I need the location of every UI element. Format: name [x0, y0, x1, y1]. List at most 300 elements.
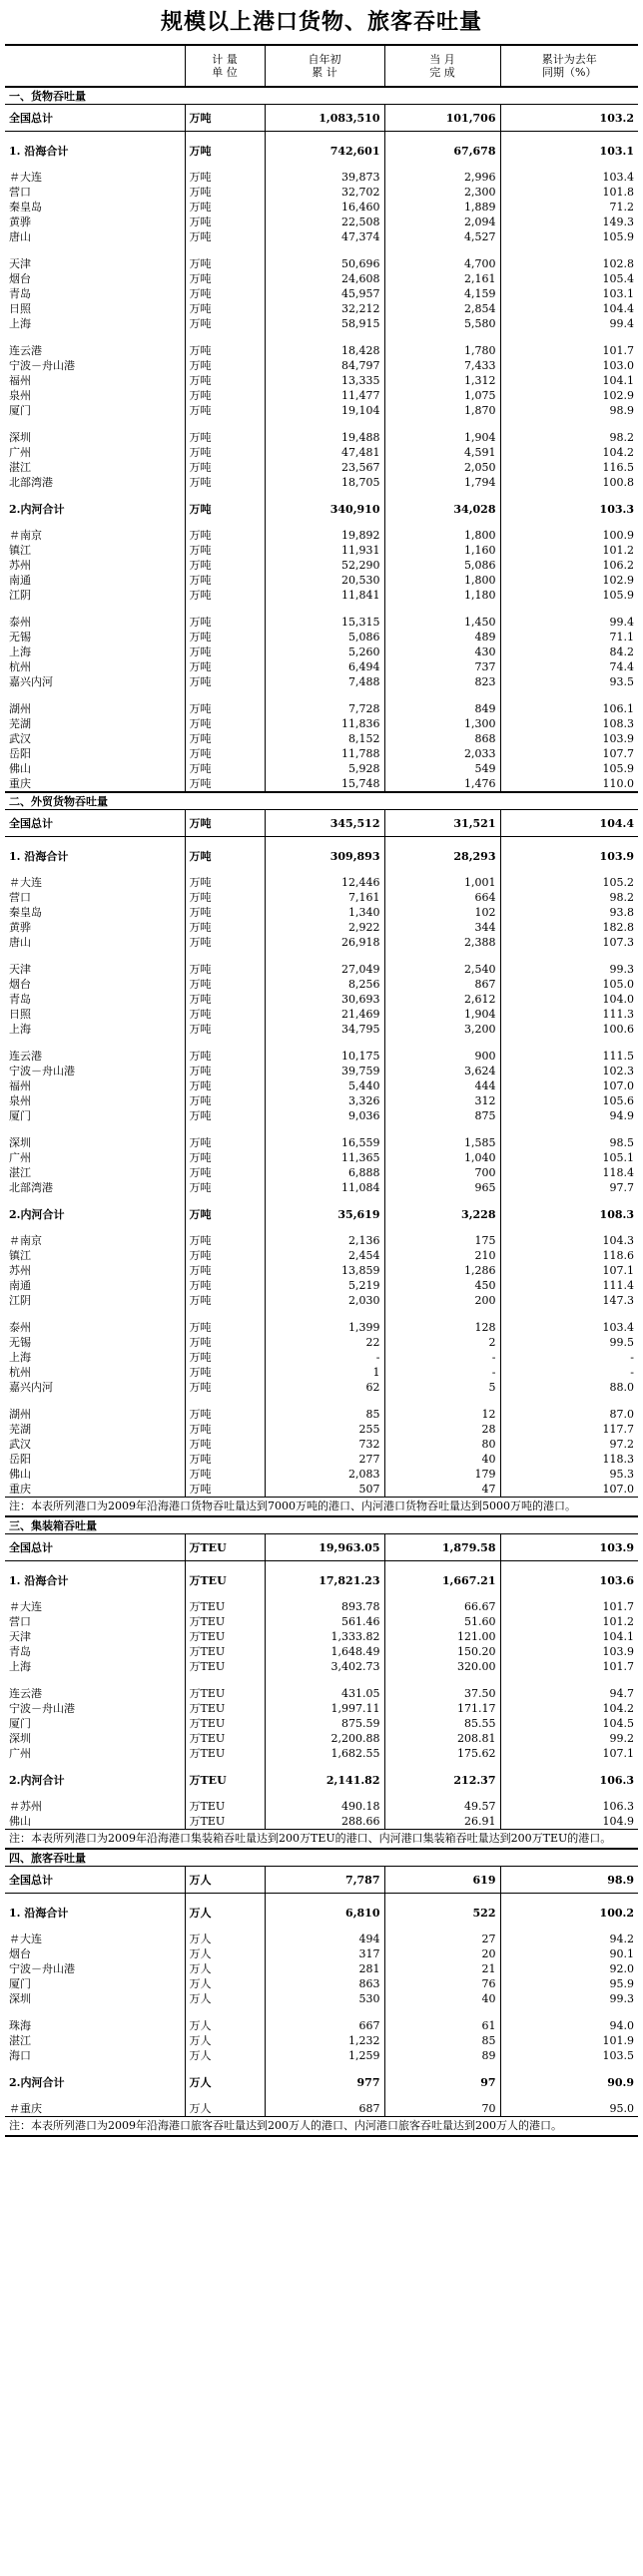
port-name: 厦门 — [9, 1109, 31, 1122]
cumulative-cell: 5,928 — [265, 761, 384, 776]
unit-cell: 万吨 — [185, 490, 265, 528]
spacer-cell — [265, 950, 384, 962]
unit-cell: 万TEU — [185, 1599, 265, 1614]
yoy-cell: 92.0 — [500, 1961, 638, 1976]
table-row — [5, 543, 638, 558]
unit-cell: 万吨 — [185, 1350, 265, 1365]
month-cell: 875 — [384, 1108, 500, 1123]
table-row — [5, 1599, 638, 1614]
cumulative-cell: 58,915 — [265, 316, 384, 331]
month-cell: 2,161 — [384, 271, 500, 286]
unit-cell: 万吨 — [185, 746, 265, 761]
port-name: ＃重庆 — [9, 2102, 42, 2115]
cumulative-cell: 21,469 — [265, 1007, 384, 1022]
month-cell: 70 — [384, 2101, 500, 2117]
unit-cell: 万吨 — [185, 316, 265, 331]
unit-cell: 万吨 — [185, 430, 265, 445]
spacer-cell — [5, 1123, 185, 1135]
spacer-cell — [384, 603, 500, 615]
spacer-row — [5, 1674, 638, 1686]
month-cell: 31,521 — [384, 810, 500, 837]
unit-cell: 万吨 — [185, 674, 265, 689]
table-row — [5, 271, 638, 286]
yoy-cell: 102.8 — [500, 256, 638, 271]
unit-cell: 万吨 — [185, 286, 265, 301]
port-name: 湖州 — [9, 702, 31, 715]
spacer-cell — [500, 2006, 638, 2018]
unit-cell: 万人 — [185, 1991, 265, 2006]
month-cell: 3,228 — [384, 1195, 500, 1233]
unit-cell: 万吨 — [185, 229, 265, 244]
port-name: 泰州 — [9, 1321, 31, 1334]
port-name: 黄骅 — [9, 215, 31, 228]
table-row — [5, 1946, 638, 1961]
month-cell: 849 — [384, 701, 500, 716]
cumulative-cell: 494 — [265, 1932, 384, 1946]
port-name: 1. 沿海合计 — [9, 1573, 69, 1587]
month-cell: 823 — [384, 674, 500, 689]
unit-cell: 万吨 — [185, 1452, 265, 1467]
month-cell: 12 — [384, 1407, 500, 1422]
month-cell: 1,904 — [384, 1007, 500, 1022]
spacer-cell — [265, 244, 384, 256]
unit-cell: 万吨 — [185, 920, 265, 935]
spacer-cell — [185, 1308, 265, 1320]
unit-cell: 万TEU — [185, 1814, 265, 1830]
port-name: 湖州 — [9, 1408, 31, 1421]
cumulative-cell: 13,859 — [265, 1263, 384, 1278]
cumulative-cell: 9,036 — [265, 1108, 384, 1123]
table-body — [5, 87, 638, 2136]
port-name: 南通 — [9, 1279, 31, 1292]
cumulative-cell: 30,693 — [265, 992, 384, 1007]
table-row — [5, 1961, 638, 1976]
cumulative-cell: 34,795 — [265, 1022, 384, 1037]
yoy-cell: 111.4 — [500, 1278, 638, 1293]
month-cell: 5,580 — [384, 316, 500, 331]
yoy-cell: 104.9 — [500, 1814, 638, 1830]
cumulative-cell: 1,333.82 — [265, 1629, 384, 1644]
yoy-cell: 107.0 — [500, 1482, 638, 1498]
port-name: 营口 — [9, 186, 31, 199]
unit-cell: 万吨 — [185, 1407, 265, 1422]
month-cell: 21 — [384, 1961, 500, 1976]
table-row — [5, 674, 638, 689]
month-cell: 175.62 — [384, 1746, 500, 1761]
spacer-row — [5, 1037, 638, 1049]
unit-cell: 万TEU — [185, 1561, 265, 1600]
yoy-cell: 99.3 — [500, 962, 638, 977]
month-cell: 47 — [384, 1482, 500, 1498]
table-row — [5, 701, 638, 716]
unit-cell: 万吨 — [185, 1108, 265, 1123]
cumulative-cell: 18,705 — [265, 475, 384, 490]
month-cell: 40 — [384, 1452, 500, 1467]
table-row — [5, 1293, 638, 1308]
yoy-cell: 116.5 — [500, 460, 638, 475]
cumulative-cell: 2,200.88 — [265, 1731, 384, 1746]
month-cell: 312 — [384, 1093, 500, 1108]
unit-cell: 万吨 — [185, 1165, 265, 1180]
yoy-cell: 90.1 — [500, 1946, 638, 1961]
port-name: 广州 — [9, 1151, 31, 1164]
yoy-cell: 105.2 — [500, 875, 638, 890]
table-row — [5, 430, 638, 445]
cumulative-cell: 317 — [265, 1946, 384, 1961]
table-row — [5, 761, 638, 776]
unit-cell: 万吨 — [185, 558, 265, 573]
section-title: 三、集装箱吞吐量 — [5, 1516, 638, 1534]
port-name: 广州 — [9, 1747, 31, 1760]
cumulative-cell: 5,260 — [265, 644, 384, 659]
spacer-cell — [185, 2006, 265, 2018]
subtotal-row — [5, 1561, 638, 1600]
yoy-cell: 88.0 — [500, 1380, 638, 1395]
cumulative-cell: 2,030 — [265, 1293, 384, 1308]
yoy-cell: 93.8 — [500, 905, 638, 920]
port-name: 唐山 — [9, 230, 31, 243]
unit-cell: 万吨 — [185, 701, 265, 716]
spacer-cell — [384, 1123, 500, 1135]
cumulative-cell: 5,086 — [265, 630, 384, 644]
cumulative-cell: 1,340 — [265, 905, 384, 920]
cumulative-cell: 732 — [265, 1437, 384, 1452]
port-name: 佛山 — [9, 1468, 31, 1481]
port-name: 连云港 — [9, 1050, 42, 1063]
unit-cell: 万吨 — [185, 1437, 265, 1452]
month-cell: 2,300 — [384, 185, 500, 200]
cumulative-cell: 345,512 — [265, 810, 384, 837]
cumulative-cell: 35,619 — [265, 1195, 384, 1233]
unit-cell: 万人 — [185, 1961, 265, 1976]
cumulative-cell: 7,488 — [265, 674, 384, 689]
month-cell: 89 — [384, 2048, 500, 2063]
spacer-cell — [265, 1037, 384, 1049]
month-cell: 1,800 — [384, 573, 500, 588]
table-row — [5, 286, 638, 301]
unit-cell: 万吨 — [185, 977, 265, 992]
port-name: 黄骅 — [9, 921, 31, 934]
total-row — [5, 105, 638, 132]
unit-cell: 万吨 — [185, 615, 265, 630]
month-cell: 67,678 — [384, 132, 500, 171]
month-cell: 2,854 — [384, 301, 500, 316]
cumulative-cell: 1,997.11 — [265, 1701, 384, 1716]
port-name: 天津 — [9, 257, 31, 270]
table-row — [5, 1482, 638, 1498]
month-cell: 867 — [384, 977, 500, 992]
spacer-cell — [5, 689, 185, 701]
table-row — [5, 1233, 638, 1248]
table-row — [5, 875, 638, 890]
yoy-cell: 94.0 — [500, 2018, 638, 2033]
port-name: 厦门 — [9, 404, 31, 417]
port-name: 天津 — [9, 1630, 31, 1643]
yoy-cell: 107.1 — [500, 1263, 638, 1278]
port-name: 镇江 — [9, 544, 31, 557]
unit-cell: 万吨 — [185, 1195, 265, 1233]
yoy-cell: 147.3 — [500, 1293, 638, 1308]
spacer-row — [5, 2006, 638, 2018]
table-row — [5, 1078, 638, 1093]
unit-cell: 万吨 — [185, 200, 265, 215]
cumulative-cell: 2,083 — [265, 1467, 384, 1482]
yoy-cell: 99.2 — [500, 1731, 638, 1746]
month-cell: 150.20 — [384, 1644, 500, 1659]
table-row — [5, 215, 638, 229]
section-header — [5, 1849, 638, 1867]
month-cell: 3,624 — [384, 1064, 500, 1078]
unit-cell: 万TEU — [185, 1614, 265, 1629]
table-row — [5, 1686, 638, 1701]
port-name: 杭州 — [9, 660, 31, 673]
yoy-cell: 94.2 — [500, 1932, 638, 1946]
spacer-cell — [500, 603, 638, 615]
port-name: 重庆 — [9, 1483, 31, 1496]
cumulative-cell: 288.66 — [265, 1814, 384, 1830]
spacer-cell — [500, 1674, 638, 1686]
table-row — [5, 1248, 638, 1263]
port-name: 秦皇岛 — [9, 906, 42, 919]
port-name: 湛江 — [9, 1166, 31, 1179]
cumulative-cell: 1 — [265, 1365, 384, 1380]
table-row — [5, 2018, 638, 2033]
yoy-cell: 100.8 — [500, 475, 638, 490]
month-cell: 1,667.21 — [384, 1561, 500, 1600]
month-cell: 208.81 — [384, 1731, 500, 1746]
header-cumulative-text: 自年初 累 计 — [308, 53, 341, 79]
month-cell: 4,591 — [384, 445, 500, 460]
port-name: 1. 沿海合计 — [9, 144, 69, 158]
yoy-cell: 118.3 — [500, 1452, 638, 1467]
port-name: 上海 — [9, 1660, 31, 1673]
month-cell: 1,180 — [384, 588, 500, 603]
unit-cell: 万TEU — [185, 1799, 265, 1814]
header-month — [384, 45, 500, 87]
table-row — [5, 1814, 638, 1830]
section-header — [5, 87, 638, 105]
month-cell: 4,159 — [384, 286, 500, 301]
table-row — [5, 1991, 638, 2006]
spacer-cell — [185, 950, 265, 962]
cumulative-cell: 15,748 — [265, 776, 384, 792]
month-cell: 212.37 — [384, 1761, 500, 1799]
cumulative-cell: 11,084 — [265, 1180, 384, 1195]
yoy-cell: 105.9 — [500, 588, 638, 603]
table-row — [5, 890, 638, 905]
port-throughput-table — [5, 44, 638, 2137]
table-row — [5, 1350, 638, 1365]
yoy-cell: 98.9 — [500, 403, 638, 418]
port-name: 镇江 — [9, 1249, 31, 1262]
cumulative-cell: 85 — [265, 1407, 384, 1422]
table-row — [5, 1731, 638, 1746]
table-row — [5, 1437, 638, 1452]
spacer-cell — [5, 418, 185, 430]
subtotal-row — [5, 1195, 638, 1233]
yoy-cell: 103.4 — [500, 170, 638, 185]
month-cell: 37.50 — [384, 1686, 500, 1701]
table-row — [5, 200, 638, 215]
unit-cell: 万人 — [185, 1867, 265, 1894]
port-name: 佛山 — [9, 1815, 31, 1828]
table-row — [5, 1452, 638, 1467]
month-cell: 1,450 — [384, 615, 500, 630]
yoy-cell: 71.2 — [500, 200, 638, 215]
yoy-cell: 104.2 — [500, 445, 638, 460]
unit-cell: 万TEU — [185, 1761, 265, 1799]
report-title: 规模以上港口货物、旅客吞吐量 — [160, 9, 482, 35]
port-name: 全国总计 — [5, 1534, 185, 1561]
table-row — [5, 528, 638, 543]
unit-cell: 万吨 — [185, 1320, 265, 1335]
unit-cell: 万吨 — [185, 215, 265, 229]
unit-cell: 万吨 — [185, 343, 265, 358]
yoy-cell: 108.3 — [500, 1195, 638, 1233]
section-header — [5, 1516, 638, 1534]
yoy-cell: 104.5 — [500, 1716, 638, 1731]
month-cell: 1,075 — [384, 388, 500, 403]
spacer-cell — [185, 1674, 265, 1686]
spacer-cell — [384, 1308, 500, 1320]
cumulative-cell: 667 — [265, 2018, 384, 2033]
month-cell: 549 — [384, 761, 500, 776]
port-name: 苏州 — [9, 559, 31, 572]
month-cell: 200 — [384, 1293, 500, 1308]
month-cell: 80 — [384, 1437, 500, 1452]
section-note: 注：本表所列港口为2009年沿海港口旅客吞吐量达到200万人的港口、内河港口旅客吞吐量达到200万人的港口。 — [5, 2117, 638, 2137]
yoy-cell: 101.7 — [500, 1659, 638, 1674]
unit-cell: 万吨 — [185, 475, 265, 490]
table-row — [5, 170, 638, 185]
unit-cell: 万人 — [185, 2048, 265, 2063]
port-name: 2.内河合计 — [9, 1773, 65, 1787]
table-row — [5, 1701, 638, 1716]
port-name: 福州 — [9, 374, 31, 387]
month-cell: 900 — [384, 1049, 500, 1064]
yoy-cell: 103.3 — [500, 490, 638, 528]
unit-cell: 万吨 — [185, 373, 265, 388]
unit-cell: 万吨 — [185, 573, 265, 588]
port-name: 南通 — [9, 574, 31, 587]
month-cell: 1,870 — [384, 403, 500, 418]
spacer-row — [5, 689, 638, 701]
header-unit — [185, 45, 265, 87]
yoy-cell: 71.1 — [500, 630, 638, 644]
unit-cell: 万吨 — [185, 630, 265, 644]
spacer-cell — [265, 603, 384, 615]
cumulative-cell: - — [265, 1350, 384, 1365]
yoy-cell: 105.1 — [500, 1150, 638, 1165]
yoy-cell: 100.6 — [500, 1022, 638, 1037]
cumulative-cell: 742,601 — [265, 132, 384, 171]
month-cell: 26.91 — [384, 1814, 500, 1830]
unit-cell: 万吨 — [185, 1380, 265, 1395]
month-cell: 1,300 — [384, 716, 500, 731]
yoy-cell: 99.4 — [500, 615, 638, 630]
month-cell: 171.17 — [384, 1701, 500, 1716]
yoy-cell: 84.2 — [500, 644, 638, 659]
table-row — [5, 1093, 638, 1108]
cumulative-cell: 19,104 — [265, 403, 384, 418]
spacer-cell — [185, 244, 265, 256]
cumulative-cell: 11,931 — [265, 543, 384, 558]
table-row — [5, 343, 638, 358]
unit-cell: 万吨 — [185, 1233, 265, 1248]
table-row — [5, 256, 638, 271]
table-row — [5, 659, 638, 674]
section-note-row — [5, 1830, 638, 1850]
yoy-cell: 97.2 — [500, 1437, 638, 1452]
unit-cell: 万人 — [185, 1946, 265, 1961]
month-cell: 20 — [384, 1946, 500, 1961]
table-row — [5, 1716, 638, 1731]
table-row — [5, 588, 638, 603]
table-row — [5, 2033, 638, 2048]
month-cell: 102 — [384, 905, 500, 920]
yoy-cell: 104.4 — [500, 301, 638, 316]
unit-cell: 万吨 — [185, 761, 265, 776]
unit-cell: 万吨 — [185, 905, 265, 920]
port-name: 深圳 — [9, 1732, 31, 1745]
month-cell: - — [384, 1365, 500, 1380]
cumulative-cell: 5,440 — [265, 1078, 384, 1093]
month-cell: 179 — [384, 1467, 500, 1482]
yoy-cell: 106.2 — [500, 558, 638, 573]
spacer-cell — [500, 1308, 638, 1320]
port-name: 宁波－舟山港 — [9, 1702, 75, 1715]
header-month-text: 当 月 完 成 — [429, 53, 455, 79]
cumulative-cell: 6,494 — [265, 659, 384, 674]
spacer-cell — [265, 1308, 384, 1320]
unit-cell: 万吨 — [185, 731, 265, 746]
table-row — [5, 1644, 638, 1659]
port-name: ＃大连 — [9, 1932, 42, 1945]
spacer-cell — [265, 1395, 384, 1407]
section-note: 注：本表所列港口为2009年沿海港口货物吞吐量达到7000万吨的港口、内河港口货物吞吐量达到5000万吨的港口。 — [5, 1498, 638, 1517]
unit-cell: 万吨 — [185, 716, 265, 731]
port-name: 全国总计 — [5, 810, 185, 837]
unit-cell: 万人 — [185, 1976, 265, 1991]
unit-cell: 万人 — [185, 2018, 265, 2033]
yoy-cell: 105.9 — [500, 761, 638, 776]
yoy-cell: 104.2 — [500, 1701, 638, 1716]
yoy-cell: 90.9 — [500, 2063, 638, 2101]
month-cell: 2,388 — [384, 935, 500, 950]
spacer-cell — [185, 1123, 265, 1135]
yoy-cell: 107.1 — [500, 1746, 638, 1761]
table-row — [5, 1932, 638, 1946]
spacer-cell — [500, 1123, 638, 1135]
table-row — [5, 358, 638, 373]
yoy-cell: 105.9 — [500, 229, 638, 244]
spacer-cell — [5, 1308, 185, 1320]
table-row — [5, 935, 638, 950]
table-row — [5, 746, 638, 761]
unit-cell: 万吨 — [185, 1022, 265, 1037]
spacer-cell — [384, 950, 500, 962]
cumulative-cell: 1,232 — [265, 2033, 384, 2048]
month-cell: 700 — [384, 1165, 500, 1180]
table-row — [5, 962, 638, 977]
spacer-cell — [5, 950, 185, 962]
yoy-cell: 100.2 — [500, 1894, 638, 1932]
cumulative-cell: 530 — [265, 1991, 384, 2006]
yoy-cell: 105.6 — [500, 1093, 638, 1108]
unit-cell: 万吨 — [185, 1049, 265, 1064]
month-cell: 28,293 — [384, 837, 500, 876]
yoy-cell: 101.2 — [500, 1614, 638, 1629]
